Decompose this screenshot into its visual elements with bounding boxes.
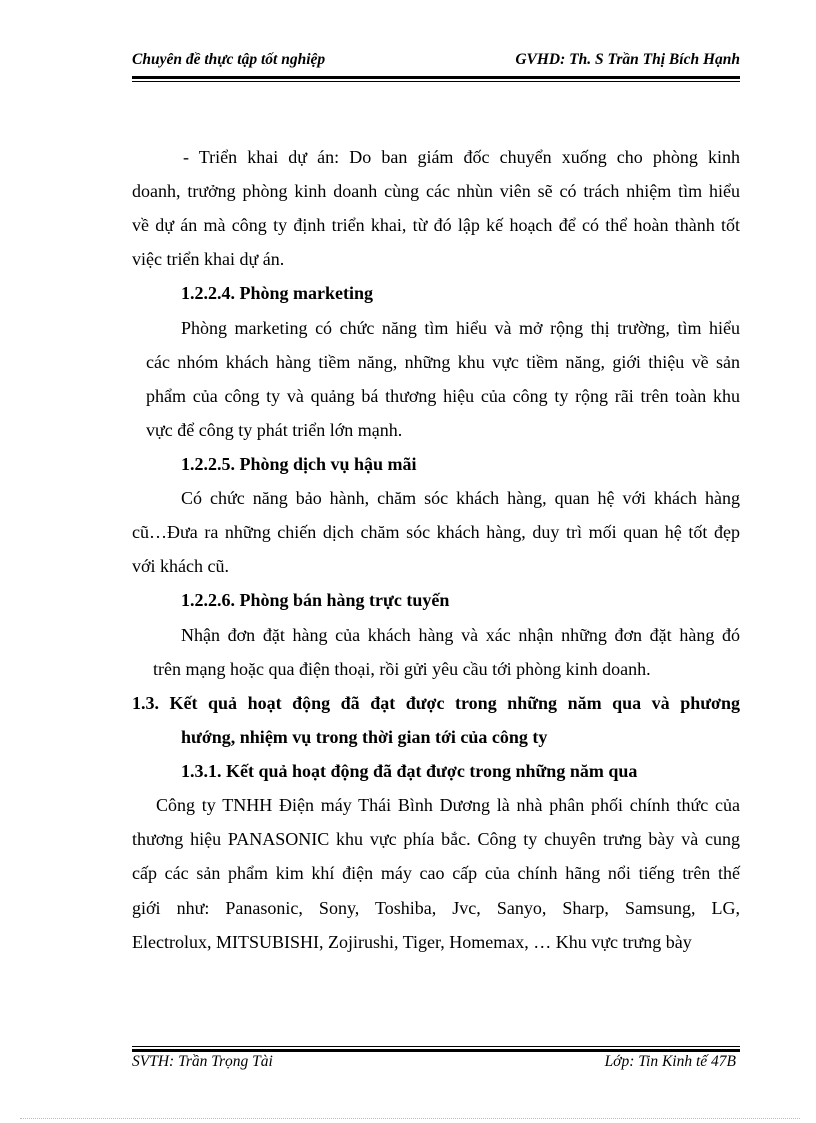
paragraph-line: cũ…Đưa ra những chiến dịch chăm sóc khách hàng, duy trì mối quan hệ tốt đẹp	[132, 522, 740, 542]
paragraph-line: Có chức năng bảo hành, chăm sóc khách hàng, quan hệ với khách hàng	[181, 488, 740, 508]
footer-right: Lớp: Tin Kinh tế 47B	[604, 1053, 736, 1070]
section-heading-13-cont: hướng, nhiệm vụ trong thời gian tới của công ty	[181, 727, 548, 747]
paragraph-line: với khách cũ.	[132, 556, 229, 576]
paragraph-line: Phòng marketing có chức năng tìm hiểu và mở rộng thị trường, tìm hiểu	[181, 318, 740, 338]
section-heading-1226: 1.2.2.6. Phòng bán hàng trực tuyến	[181, 590, 450, 610]
page-header	[132, 51, 740, 75]
page-footer	[132, 1053, 736, 1075]
header-rule-thick	[132, 76, 740, 79]
paragraph-line: thương hiệu PANASONIC khu vực phía bắc. Công ty chuyên trưng bày và cung	[132, 829, 740, 849]
footer-rule-thin	[132, 1046, 740, 1047]
paragraph-line: cấp các sản phẩm kim khí điện máy cao cấp của chính hãng nổi tiếng trên thế	[132, 863, 740, 883]
header-right: GVHD: Th. S Trần Thị Bích Hạnh	[515, 51, 740, 68]
footer-left: SVTH: Trần Trọng Tài	[132, 1053, 273, 1070]
footer-rule-thick	[132, 1049, 740, 1052]
paragraph-line: phẩm của công ty và quảng bá thương hiệu của công ty rộng rãi trên toàn khu	[146, 386, 740, 406]
paragraph-line: - Triển khai dự án: Do ban giám đốc chuyển xuống cho phòng kinh	[183, 147, 740, 167]
header-rule-thin	[132, 81, 740, 82]
section-heading-13: 1.3. Kết quả hoạt động đã đạt được trong những năm qua và phương	[132, 693, 740, 713]
paragraph-line: về dự án mà công ty định triển khai, từ đó lập kế hoạch để có thể hoàn thành tốt	[132, 215, 740, 235]
paragraph-line: việc triển khai dự án.	[132, 249, 285, 269]
paragraph-line: Electrolux, MITSUBISHI, Zojirushi, Tiger, Homemax, … Khu vực trưng bày	[132, 932, 692, 952]
paragraph-line: trên mạng hoặc qua điện thoại, rồi gửi yêu cầu tới phòng kinh doanh.	[153, 659, 651, 679]
page-edge-dots	[20, 1118, 800, 1119]
section-heading-1225: 1.2.2.5. Phòng dịch vụ hậu mãi	[181, 454, 417, 474]
paragraph-line: Công ty TNHH Điện máy Thái Bình Dương là nhà phân phối chính thức của	[156, 795, 740, 815]
paragraph-line: giới như: Panasonic, Sony, Toshiba, Jvc, Sanyo, Sharp, Samsung, LG,	[132, 898, 740, 918]
paragraph-line: các nhóm khách hàng tiềm năng, những khu vực tiềm năng, giới thiệu về sản	[146, 352, 740, 372]
section-heading-131: 1.3.1. Kết quả hoạt động đã đạt được trong những năm qua	[181, 761, 638, 781]
paragraph-line: Nhận đơn đặt hàng của khách hàng và xác nhận những đơn đặt hàng đó	[181, 625, 740, 645]
header-left: Chuyên đề thực tập tốt nghiệp	[132, 51, 326, 68]
paragraph-line: vực để công ty phát triển lớn mạnh.	[146, 420, 403, 440]
paragraph-line: doanh, trưởng phòng kinh doanh cùng các nhùn viên sẽ có trách nhiệm tìm hiểu	[132, 181, 740, 201]
section-heading-1224: 1.2.2.4. Phòng marketing	[181, 283, 374, 303]
